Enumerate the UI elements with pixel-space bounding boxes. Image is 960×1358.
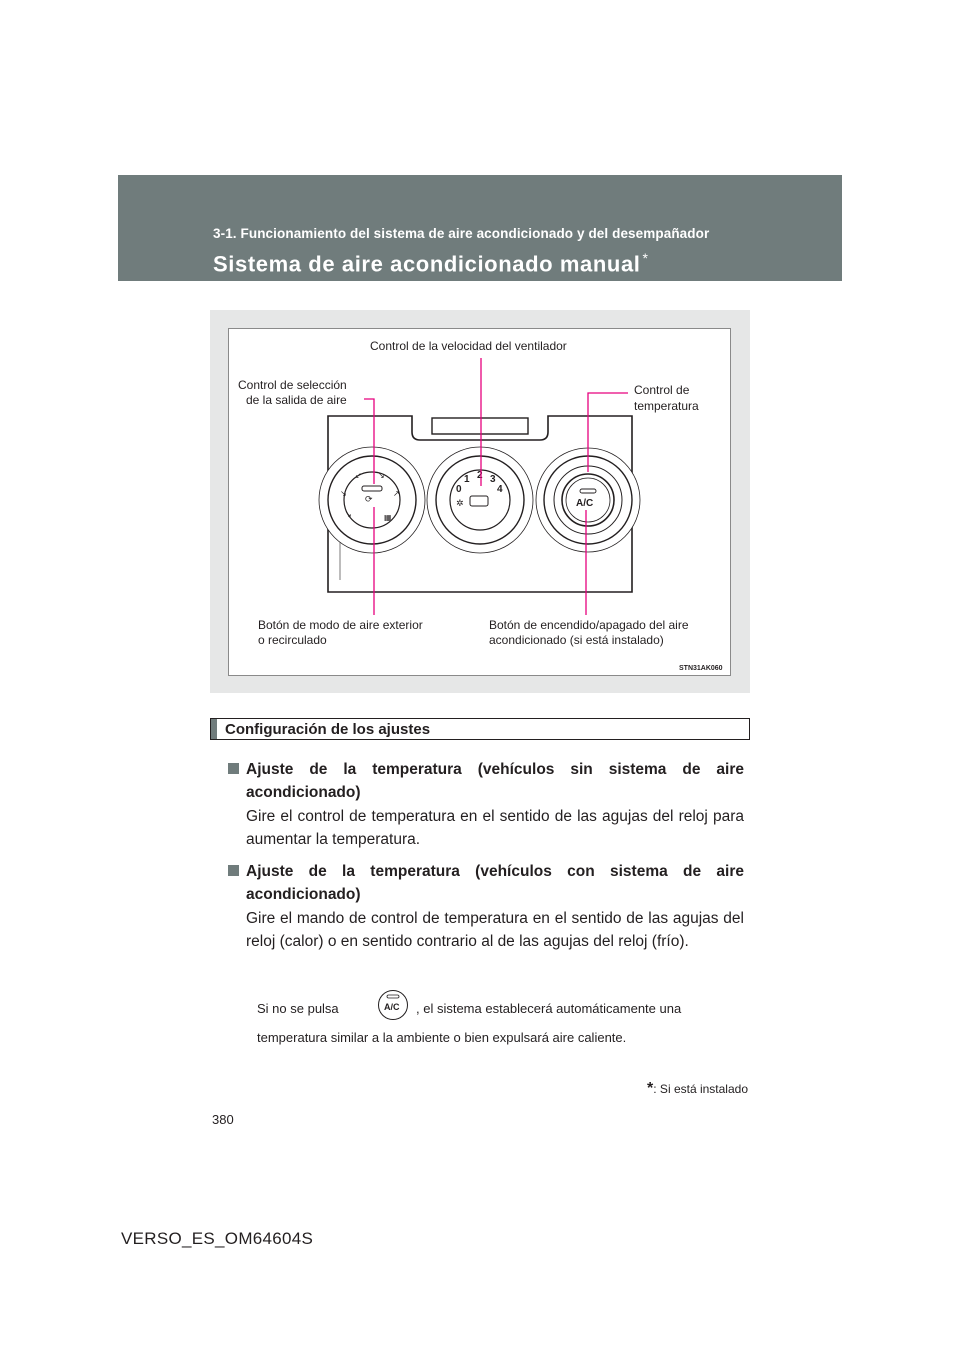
fan-speed-dial [427, 447, 533, 553]
item-body-2: Gire el mando de control de temperatura en el sentido de las agujas del reloj (calor) o en sentido contrario al de las agujas del reloj (frío). [246, 910, 744, 950]
fan-speed-2: 2 [477, 470, 483, 481]
bullet-square-icon [228, 865, 239, 876]
label-air-outlet-line1: Control de selección [238, 378, 347, 392]
ac-button-label: A/C [576, 498, 594, 509]
footnote-text: : Si está instalado [653, 1082, 748, 1096]
label-recirc-line2: o recirculado [258, 633, 327, 647]
note-line-1 [257, 1000, 339, 1018]
subsection-title: Configuración de los ajustes [225, 721, 431, 738]
svg-text:↙: ↙ [355, 471, 362, 480]
fan-speed-3: 3 [490, 474, 496, 485]
note-line-1b [416, 1000, 744, 1018]
item-body-1: Gire el control de temperatura en el sentido de las agujas del reloj para aumentar la temperatura. [246, 808, 744, 848]
item-heading-1 [228, 758, 744, 804]
item-heading-text: Ajuste de la temperatura (vehículos sin sistema de aire acondicionado) [246, 761, 744, 801]
ac-icon-text: A/C [384, 1002, 400, 1012]
svg-text:↗: ↗ [393, 489, 400, 498]
label-ac-line1: Botón de encendido/apagado del aire [489, 618, 689, 632]
figure-code: STN31AK060 [679, 665, 723, 672]
svg-text:↘: ↘ [345, 510, 352, 519]
footnote-mark: * [647, 1080, 654, 1097]
note-part1: Si no se pulsa [257, 1001, 339, 1016]
svg-text:↘: ↘ [340, 489, 347, 498]
note-line-2: temperatura similar a la ambiente o bien expulsará aire caliente. [257, 1030, 627, 1045]
svg-text:✲: ✲ [456, 499, 464, 509]
fan-speed-1: 1 [464, 474, 470, 485]
fan-speed-4: 4 [497, 484, 503, 495]
subsection-marker [211, 719, 217, 739]
subsection-header [210, 718, 750, 740]
svg-text:↘: ↘ [378, 471, 385, 480]
label-air-outlet-line2: de la salida de aire [246, 393, 347, 407]
footnote [630, 1080, 748, 1098]
label-fan-speed: Control de la velocidad del ventilador [370, 339, 567, 353]
label-temperature-line2: temperatura [634, 399, 699, 413]
note-part2: , el sistema establecerá automáticamente una [416, 1001, 682, 1016]
ac-button-icon [377, 989, 409, 1021]
label-ac-line2: acondicionado (si está instalado) [489, 633, 664, 647]
bullet-square-icon [228, 763, 239, 774]
document-code: VERSO_ES_OM64604S [121, 1229, 314, 1248]
page-title-text: Sistema de aire acondicionado manual [213, 251, 641, 277]
fan-speed-0: 0 [456, 484, 462, 495]
label-recirc-line1: Botón de modo de aire exterior [258, 618, 423, 632]
label-temperature-line1: Control de [634, 383, 690, 397]
item-heading-text: Ajuste de la temperatura (vehículos con sistema de aire acondicionado) [246, 863, 744, 903]
svg-text:⟳: ⟳ [365, 495, 373, 505]
air-outlet-dial [319, 447, 425, 553]
section-label: 3-1. Funcionamiento del sistema de aire acondicionado y del desempañador [213, 226, 710, 241]
item-heading-2 [228, 860, 744, 906]
svg-text:▦: ▦ [384, 513, 392, 522]
page-number: 380 [212, 1112, 234, 1127]
title-asterisk: * [642, 250, 649, 266]
